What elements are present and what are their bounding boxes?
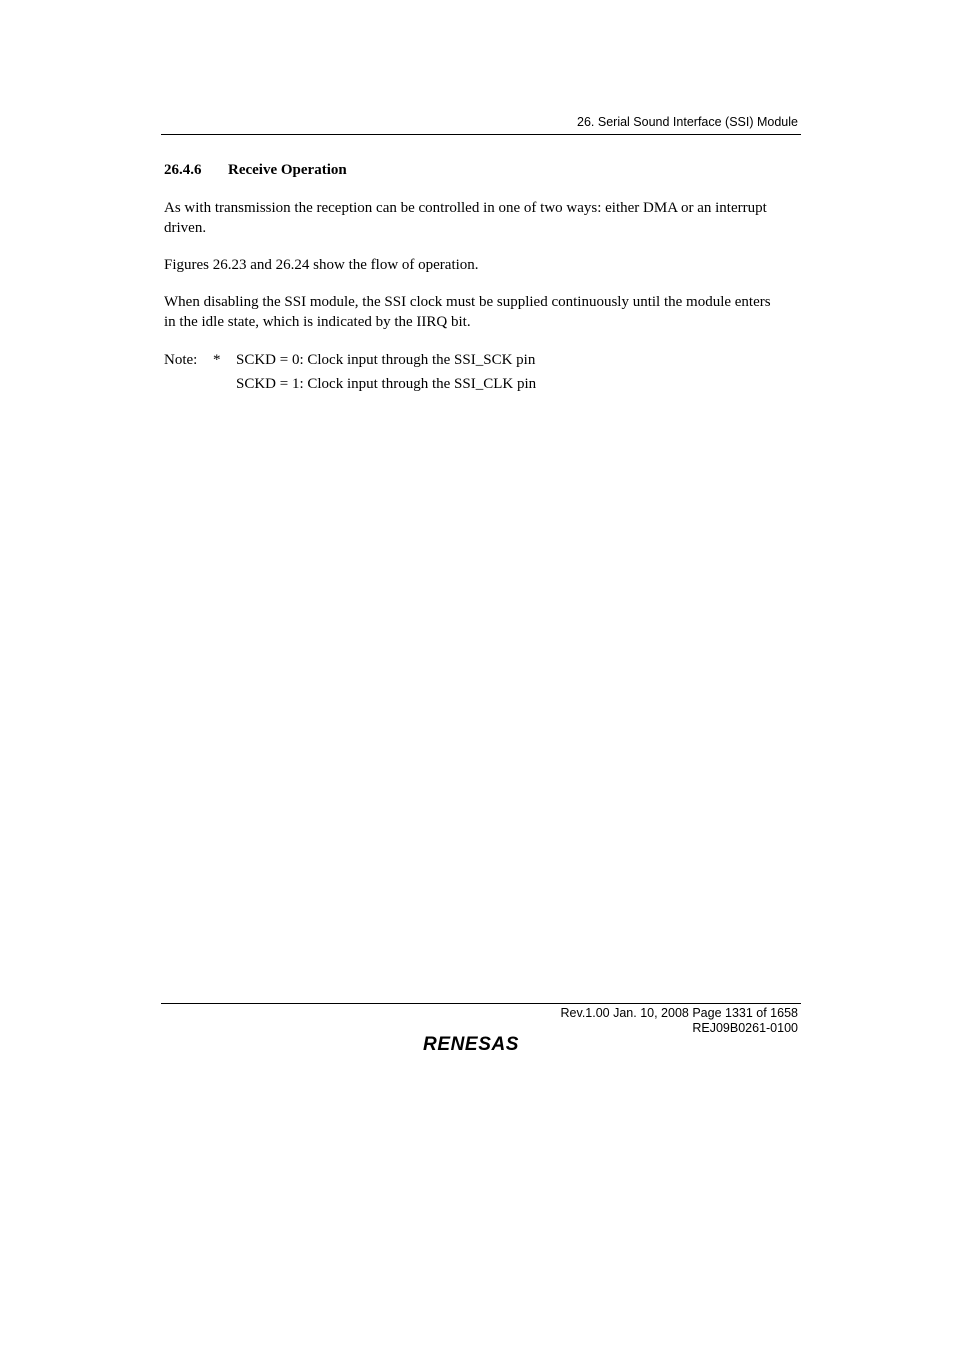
note-row (164, 350, 784, 374)
header-rule (161, 134, 801, 135)
footer-info (561, 1006, 798, 1036)
svg-text:RENESAS: RENESAS (423, 1034, 520, 1055)
footer-rule (161, 1003, 801, 1004)
note-marker: * (213, 352, 221, 368)
note-label: Note: (164, 352, 198, 368)
note-line: SCKD = 0: Clock input through the SSI_SCK pin (236, 352, 536, 368)
section-number: 26.4.6 (164, 162, 202, 178)
document-code: REJ09B0261-0100 (692, 1021, 798, 1035)
paragraph: Figures 26.23 and 26.24 show the flow of operation. (164, 257, 479, 273)
renesas-logo-icon (423, 1033, 541, 1055)
note-block (164, 350, 784, 398)
running-header: 26. Serial Sound Interface (SSI) Module (577, 115, 798, 129)
revision-info: Rev.1.00 Jan. 10, 2008 Page 1331 of 1658 (560, 1006, 798, 1020)
note-row (164, 374, 784, 398)
paragraph: When disabling the SSI module, the SSI clock must be supplied continuously until the module enters in the idle state, which is indicated by the IIRQ bit. (164, 294, 771, 330)
note-line: SCKD = 1: Clock input through the SSI_CLK pin (236, 376, 537, 392)
section-title: Receive Operation (228, 162, 347, 178)
section-heading (164, 160, 347, 180)
paragraph: As with transmission the reception can be controlled in one of two ways: either DMA or an interrupt driven. (164, 200, 767, 236)
